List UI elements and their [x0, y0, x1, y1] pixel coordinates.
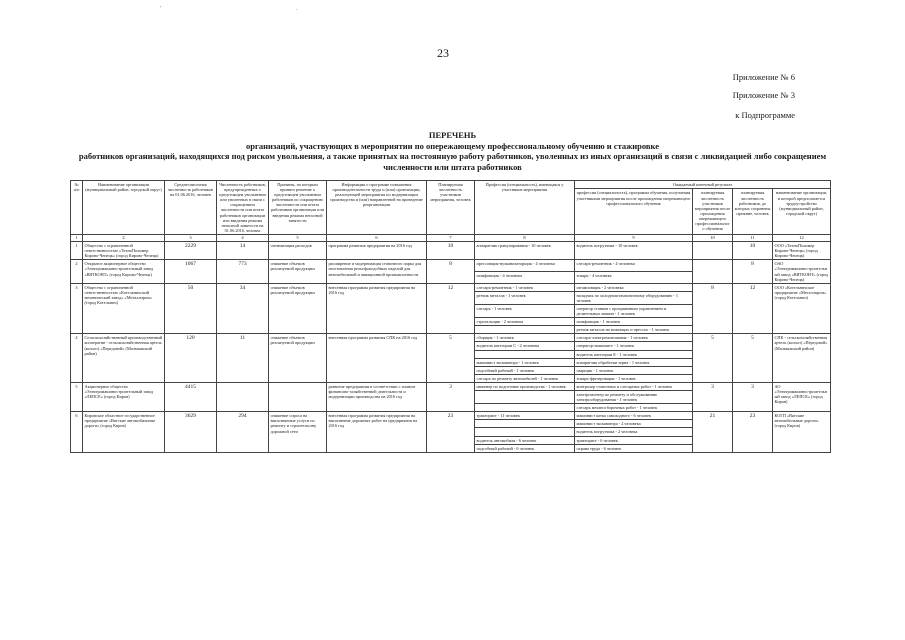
cell-after-training: 5 — [693, 334, 733, 383]
cell-new-profession: шлифовщик - 1 человек — [575, 318, 693, 326]
cell-retained: 8 — [733, 260, 773, 283]
column-index: 7 — [427, 234, 475, 241]
cell-after-training — [693, 242, 733, 260]
cell-new-profession: токарь - 4 человека — [575, 272, 693, 284]
cell-retained: 10 — [733, 242, 773, 260]
cell-current-profession — [475, 404, 575, 412]
cell-new-profession: оператор-машинист - 1 человек — [575, 342, 693, 350]
cell-new-profession: машинист катка самоходного - 6 человек — [575, 412, 693, 420]
cell-new-profession: наладчик по холодноштамповочному оборудованию - 1 человек — [575, 291, 693, 304]
cell-new-profession: электромонтер по ремонту и обслуживанию электрооборудования - 1 человек — [575, 391, 693, 404]
column-index: 2 — [83, 234, 165, 241]
title-line: численности или штата работников — [383, 161, 522, 172]
cell-organization: Сельскохозяйственный производственный кооператив - сельскохозяйственная артель (колхоз) «Передовой» (Малмыжский район) — [83, 334, 165, 383]
column-header: Информация о программе повышения производительности труда и (или) организации, реализующей мероприятия по модернизации производства и (или) направленной на проведение реорганизации — [327, 181, 427, 235]
cell-program: внесенная программа развития СПК на 2016 год — [327, 334, 427, 383]
header-row — [71, 181, 831, 189]
table-row — [71, 242, 831, 260]
cell-reason: снижение спроса на выполняемые услуги по ремонту и строительству дорожной сети — [269, 412, 327, 452]
cell-new-profession: контролер станочных и слесарных работ - 1 человек — [575, 382, 693, 390]
cell-current-profession: подсобный рабочий - 6 человек — [475, 444, 575, 452]
cell-current-profession: резчик металла - 1 человек — [475, 291, 575, 304]
cell-new-profession: водитель погрузчика - 10 человек — [575, 242, 693, 260]
cell-reason: снижение объемов реализуемой продукции — [269, 334, 327, 383]
cell-target-organization: ООО «ТехноПолимер Кирово-Чепецк» (город Кирово-Чепецк) — [773, 242, 831, 260]
column-header: профессия (специальность), программа обучения, получаемая участниками мероприятия после прохождения опережающего профессионального обучения — [575, 189, 693, 235]
cell-retained: 23 — [733, 412, 773, 452]
cell-average-staff: 4415 — [165, 382, 217, 411]
cell-current-profession: аппаратчик гранулирования - 10 человек — [475, 242, 575, 260]
cell-warned-count: 11 — [217, 334, 269, 383]
table-row — [71, 334, 831, 342]
cell-current-profession: шлифовщик - 4 человека — [475, 272, 575, 284]
cell-participants: 10 — [427, 242, 475, 260]
cell-new-profession: охрана труда - 6 человек — [575, 444, 693, 452]
cell-after-training: 3 — [693, 382, 733, 411]
cell-current-profession: тракторист - 11 человек — [475, 412, 575, 420]
cell-participants: 3 — [427, 382, 475, 411]
cell-retained: 5 — [733, 334, 773, 383]
cell-current-profession — [475, 326, 575, 334]
cell-participants: 8 — [427, 260, 475, 283]
title-line: организаций, участвующих в мероприятии по опережающему профессиональному обучению и стажировке — [246, 140, 659, 151]
cell-current-profession: подсобный рабочий - 1 человек — [475, 366, 575, 374]
cell-number: 4 — [71, 334, 83, 383]
column-header: Наименование организации (муниципальный район, городской округ) — [83, 181, 165, 235]
appendix-line-1: Приложение № 6 — [732, 72, 795, 82]
column-header: Численность работников, предупрежденных о предстоящем увольнении или уволенных в связи с сокращением численности или штата работников организации или введения режима неполной занятости на 01.06.2016, человек — [217, 181, 269, 235]
cell-current-profession — [475, 428, 575, 436]
cell-current-profession: слесарь-ремонтник - 1 человек — [475, 283, 575, 291]
cell-organization: Акционерное общество «Электромашиностроительный завод «ЛЕПСЕ» (город Киров) — [83, 382, 165, 411]
page-number: 23 — [437, 46, 449, 60]
title-heading: ПЕРЕЧЕНЬ — [428, 130, 477, 140]
cell-organization: Общество с ограниченной ответственностью «ТехноПолимер Кирово-Чепецк» (город Кирово-Чепецк) — [83, 242, 165, 260]
cell-target-organization: ОАО «Электромашиностроительный завод «ВЯТКОНТ» (город Кирово-Чепецк) — [773, 260, 831, 283]
appendix-line-2: Приложение № 3 — [732, 90, 795, 100]
cell-target-organization: СПК - сельскохозяйственная артель (колхоз) «Передовой» (Малмыжский район) — [773, 334, 831, 383]
cell-number: 1 — [71, 242, 83, 260]
column-group-header: Ожидаемый конечный результат — [575, 181, 831, 189]
column-header: планируемая численность участников мероприятия после прохождения опережающего профессионального обучения — [693, 189, 733, 235]
cell-program: программа развития предприятия на 2016 год — [327, 242, 427, 260]
organizations-table — [70, 180, 831, 453]
cell-reason — [269, 382, 327, 411]
cell-new-profession: машинист экскаватора - 2 человека — [575, 420, 693, 428]
column-index: 8 — [475, 234, 575, 241]
column-index: 4 — [217, 234, 269, 241]
cell-average-staff: 1067 — [165, 260, 217, 283]
cell-number: 6 — [71, 412, 83, 452]
cell-target-organization: АО «Электромашиностроительный завод «ЛЕПСЕ» (город Киров) — [773, 382, 831, 411]
title-line: работников организаций, находящихся под риском увольнения, а также принятых на постоянную работу работников, уволенных из иных организаций в связи с ликвидацией либо сокращением — [78, 151, 827, 161]
cell-number: 3 — [71, 283, 83, 334]
cell-program: внесенная программа развития предприятия на выполнение дорожных работ на предприятии на 2016 год — [327, 412, 427, 452]
cell-participants: 23 — [427, 412, 475, 452]
column-index: 1 — [71, 234, 83, 241]
cell-current-profession: инженер по подготовке производства - 1 человек — [475, 382, 575, 390]
cell-warned-count — [217, 382, 269, 411]
cell-average-staff: 50 — [165, 283, 217, 334]
cell-reason: оптимизация расходов — [269, 242, 327, 260]
cell-new-profession: сварщик - 1 человек — [575, 366, 693, 374]
cell-organization: Кировское областное государственное предприятие «Вятские автомобильные дороги» (город Киров) — [83, 412, 165, 452]
cell-new-profession: слесарь-ремонтник - 4 человека — [575, 260, 693, 272]
cell-current-profession — [475, 391, 575, 404]
cell-current-profession: водитель автомобиля - 6 человек — [475, 436, 575, 444]
column-index: 12 — [773, 234, 831, 241]
cell-current-profession: слесарь - 1 человек — [475, 304, 575, 317]
cell-current-profession: машинист экскаватора - 1 человек — [475, 358, 575, 366]
cell-current-profession: водитель категории С - 2 человека — [475, 342, 575, 350]
cell-target-organization: ООО «Котельничское предприятие «Металлпром» (город Котельнич) — [773, 283, 831, 334]
cell-new-profession: штамповщик - 2 человека — [575, 283, 693, 291]
column-index: 9 — [575, 234, 693, 241]
cell-new-profession: водитель категории Е - 1 человек — [575, 350, 693, 358]
column-index: 6 — [327, 234, 427, 241]
cell-program: развитие предприятия в соответствии с планом финансово-хозяйственной деятельности и модернизации производства на 2016 год — [327, 382, 427, 411]
cell-current-profession: слесарь по ремонту автомобилей - 1 человек — [475, 374, 575, 382]
scan-mark: ' — [160, 6, 162, 12]
appendix-line-3: к Подпрограмме — [735, 110, 795, 120]
table-row — [71, 412, 831, 420]
cell-current-profession: прессовщик-вулканизаторщик - 4 человека — [475, 260, 575, 272]
column-header: наименование организации, в которой предполагается трудоустройство (муниципальный район, городской округ) — [773, 189, 831, 235]
cell-participants: 12 — [427, 283, 475, 334]
cell-warned-count: 14 — [217, 242, 269, 260]
cell-reason: снижение объемов реализуемой продукции — [269, 260, 327, 283]
cell-organization: Открытое акционерное общество «Электромашиностроительный завод «ВЯТКОНТ» (город Кирово-Чепецк) — [83, 260, 165, 283]
cell-new-profession: токарь-фрезеровщик - 1 человек — [575, 374, 693, 382]
cell-warned-count: 773 — [217, 260, 269, 283]
cell-current-profession: строгальщик - 2 человека — [475, 318, 575, 326]
cell-target-organization: КОГП «Вятские автомобильные дороги» (город Киров) — [773, 412, 831, 452]
column-index: 5 — [269, 234, 327, 241]
column-index-row — [71, 234, 831, 241]
column-header: Причины, по которым принято решение о предстоящем увольнении работников по сокращению численности или штата работников организации или введения режима неполной занятости — [269, 181, 327, 235]
column-index: 11 — [733, 234, 773, 241]
cell-warned-count: 34 — [217, 283, 269, 334]
cell-average-staff: 120 — [165, 334, 217, 383]
column-header: Среднесписочная численность работников на 01.06.2016, человек — [165, 181, 217, 235]
cell-after-training: 8 — [693, 283, 733, 334]
cell-new-profession: тракторист - 6 человек — [575, 436, 693, 444]
table-row — [71, 382, 831, 390]
cell-program: расширение и модернизация станочного парка для изготовления рельефоподобных изделий для автомобильной и авиационной промышленности — [327, 260, 427, 283]
cell-after-training: 21 — [693, 412, 733, 452]
cell-new-profession: водитель погрузчика - 2 человека — [575, 428, 693, 436]
cell-average-staff: 3629 — [165, 412, 217, 452]
document-title — [0, 130, 905, 172]
column-header: планируемая численность работников, до которых сохранены прежние, человек — [733, 189, 773, 235]
cell-reason: снижение объемов реализуемой продукции — [269, 283, 327, 334]
cell-program: внесенная программа развития предприятия на 2016 год — [327, 283, 427, 334]
cell-average-staff: 2229 — [165, 242, 217, 260]
cell-number: 2 — [71, 260, 83, 283]
cell-warned-count: 294 — [217, 412, 269, 452]
cell-retained: 12 — [733, 283, 773, 334]
scan-mark: . — [296, 6, 298, 12]
column-header: Профессия (специальность), имеющаяся у участников мероприятия — [475, 181, 575, 235]
column-index: 3 — [165, 234, 217, 241]
cell-new-profession: аппаратчик обработки зерна - 1 человек — [575, 358, 693, 366]
column-header: Планируемая численность участников мероприятия, человек — [427, 181, 475, 235]
cell-new-profession: слесарь механосборочных работ - 1 человек — [575, 404, 693, 412]
cell-current-profession — [475, 420, 575, 428]
cell-organization: Общество с ограниченной ответственностью «Котельничский механический завод» «Металлпром» (город Котельнич) — [83, 283, 165, 334]
column-index: 10 — [693, 234, 733, 241]
column-header: № п/п — [71, 181, 83, 235]
cell-number: 5 — [71, 382, 83, 411]
cell-retained: 3 — [733, 382, 773, 411]
cell-new-profession: оператор станков с программным управлением и делительных машин - 1 человек — [575, 304, 693, 317]
cell-after-training — [693, 260, 733, 283]
cell-current-profession: сборщик - 1 человек — [475, 334, 575, 342]
cell-new-profession: резчик металла на ножницах и прессах - 1 человек — [575, 326, 693, 334]
cell-new-profession: слесарь-электромонтажник - 1 человек — [575, 334, 693, 342]
cell-participants: 5 — [427, 334, 475, 383]
cell-current-profession — [475, 350, 575, 358]
table-row — [71, 283, 831, 291]
table-row — [71, 260, 831, 272]
